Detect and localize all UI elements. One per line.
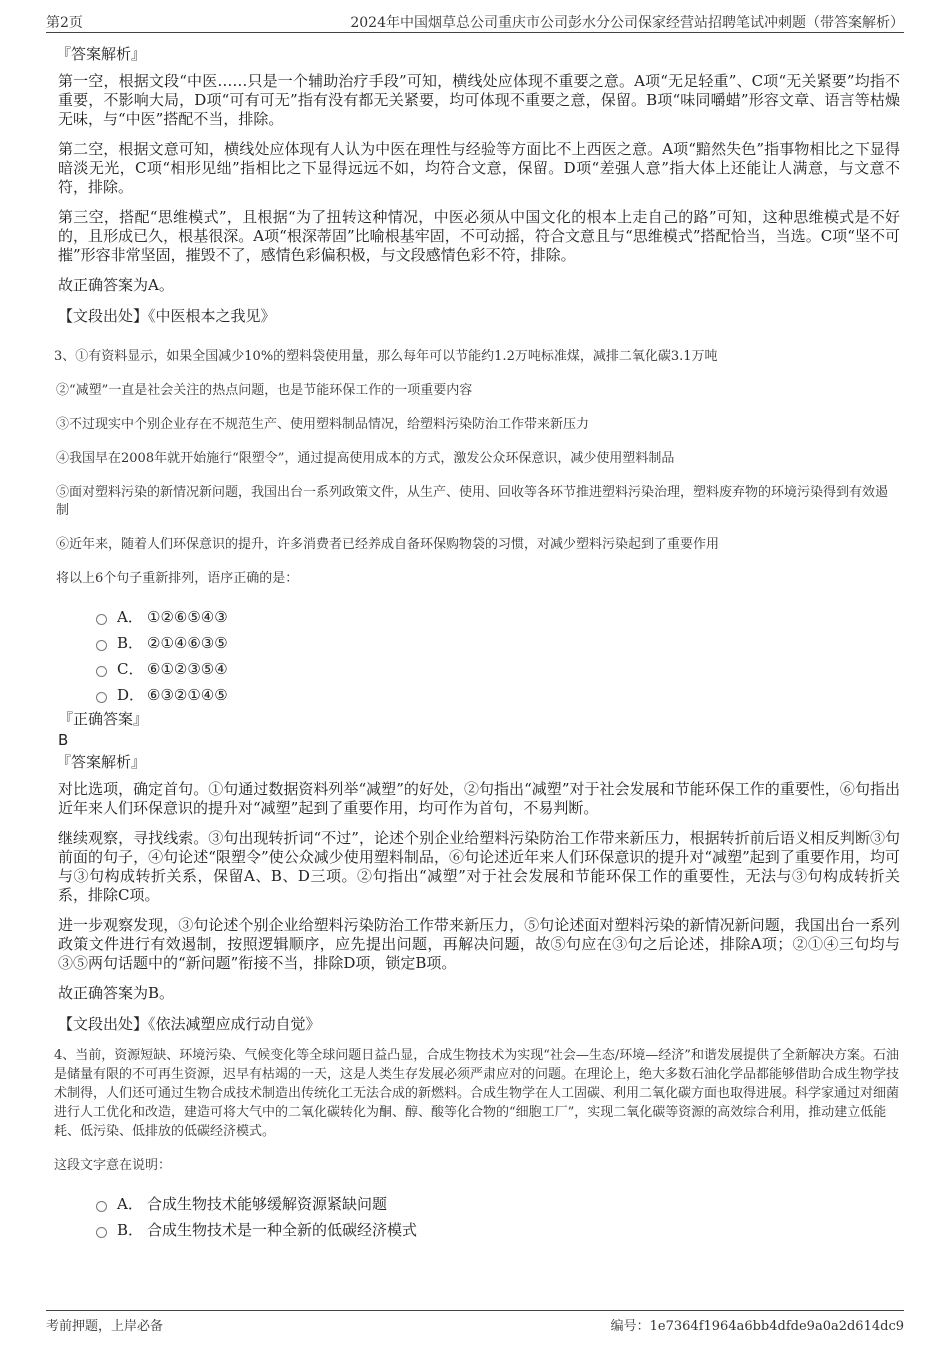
q4-option-a[interactable] bbox=[96, 1191, 900, 1217]
document-id: 编号：1e7364f1964a6bb4dfde9a0a2d614dc9 bbox=[610, 1319, 904, 1334]
q3-stem-item: 3、①有资料显示，如果全国减少10%的塑料袋使用量，那么每年可以节能约1.2万吨标准煤，减排二氧化碳3.1万吨 bbox=[54, 349, 718, 364]
q2-conclusion: 故正确答案为A。 bbox=[58, 276, 174, 294]
q3-stem-item: ④我国早在2008年就开始施行“限塑令”，通过提高使用成本的方式，激发公众环保意识，减少使用塑料制品 bbox=[56, 451, 675, 466]
option-text: 合成生物技术能够缓解资源紧缺问题 bbox=[147, 1195, 388, 1213]
q3-prompt: 将以上6个句子重新排列，语序正确的是： bbox=[56, 571, 299, 586]
option-text: ②①④⑥③⑤ bbox=[147, 634, 228, 652]
q3-answer: B bbox=[58, 731, 69, 749]
q2-analysis-paragraph: 第三空，搭配“思维模式”，且根据“为了扭转这种情况，中医必须从中国文化的根本上走自己的路”可知，这种思维模式是不好的，且形成已久，根基很深。A项“根深蒂固”比喻根基牢固，不可动摇，符合文意且与“思维模式”搭配恰当，当选。C项“坚不可摧”形容非常坚固，摧毁不了，感情色彩偏积极，与文段感情色彩不符，排除。 bbox=[58, 208, 900, 264]
q2-analysis-paragraph: 第一空，根据文段“中医……只是一个辅助治疗手段”可知，横线处应体现不重要之意。A项“无足轻重”、C项“无关紧要”均指不重要，不影响大局，D项“可有可无”指有没有都无关紧要，均可体现不重要之意，保留。B项“味同嚼蜡”形容文章、语言等枯燥无味，与“中医”搭配不当，排除。 bbox=[58, 72, 900, 128]
q3-options bbox=[96, 604, 900, 708]
q3-stem-item: ②“减塑”一直是社会关注的热点问题，也是节能环保工作的一项重要内容 bbox=[56, 383, 473, 398]
radio-icon[interactable] bbox=[96, 666, 107, 677]
q3-option-b[interactable] bbox=[96, 630, 900, 656]
option-letter: B． bbox=[117, 1221, 144, 1239]
option-letter: D． bbox=[117, 686, 145, 704]
q3-option-a[interactable] bbox=[96, 604, 900, 630]
option-text: ①②⑥⑤④③ bbox=[147, 608, 228, 626]
radio-icon[interactable] bbox=[96, 640, 107, 651]
radio-icon[interactable] bbox=[96, 614, 107, 625]
q3-stem-item: ⑤面对塑料污染的新情况新问题，我国出台一系列政策文件，从生产、使用、回收等各环节推进塑料污染治理，塑料废弃物的环境污染得到有效遏制 bbox=[56, 485, 889, 518]
option-letter: B． bbox=[117, 634, 144, 652]
page-number: 第2页 bbox=[46, 15, 83, 31]
option-text: 合成生物技术是一种全新的低碳经济模式 bbox=[147, 1221, 418, 1239]
q3-analysis-paragraph: 进一步观察发现，③句论述个别企业给塑料污染防治工作带来新压力，⑤句论述面对塑料污染的新情况新问题，我国出台一系列政策文件进行有效遏制，按照逻辑顺序，应先提出问题，再解决问题，故⑤句应在③句之后论述，排除A项；②①④三句均与③⑤两句话题中的“新问题”衔接不当，排除D项，锁定B项。 bbox=[58, 916, 900, 972]
page-footer bbox=[46, 1310, 904, 1335]
q4-stem: 4、当前，资源短缺、环境污染、气候变化等全球问题日益凸显，合成生物技术为实现“社会—生态/环境—经济”和谐发展提供了全新解决方案。石油是储量有限的不可再生资源，迟早有枯竭的一天，这是人类生存发展必须严肃应对的问题。在理论上，绝大多数石油化学品都能够借助合成生物学技术制得，人们还可通过生物合成技术制造出传统化工无法合成的新燃料。合成生物学在人工固碳、利用二氧化碳方面也取得进展。科学家通过对细菌进行人工优化和改造，建造可将大气中的二氧化碳转化为酮、醇、酸等化合物的“细胞工厂”，实现二氧化碳等资源的高效综合利用，推动建立低能耗、低污染、低排放的低碳经济模式。 bbox=[54, 1048, 900, 1139]
q4-prompt: 这段文字意在说明： bbox=[54, 1158, 172, 1173]
q4-option-b[interactable] bbox=[96, 1217, 900, 1243]
q3-source: 【文段出处】《依法减塑应成行动自觉》 bbox=[58, 1015, 321, 1033]
document-body bbox=[56, 44, 900, 1245]
radio-icon[interactable] bbox=[96, 1201, 107, 1212]
q3-option-d[interactable] bbox=[96, 682, 900, 708]
q3-conclusion: 故正确答案为B。 bbox=[58, 984, 175, 1002]
q3-answer-label: 『正确答案』 bbox=[58, 710, 149, 728]
q2-source: 【文段出处】《中医根本之我见》 bbox=[58, 307, 276, 325]
radio-icon[interactable] bbox=[96, 1227, 107, 1238]
option-letter: C． bbox=[117, 660, 144, 678]
q3-analysis-label: 『答案解析』 bbox=[56, 753, 147, 771]
option-letter: A． bbox=[117, 608, 143, 626]
q4-options bbox=[96, 1191, 900, 1243]
document-title: 2024年中国烟草总公司重庆市公司彭水分公司保家经营站招聘笔试冲刺题（带答案解析） bbox=[350, 15, 904, 31]
radio-icon[interactable] bbox=[96, 692, 107, 703]
q3-stem-item: ③不过现实中个别企业存在不规范生产、使用塑料制品情况，给塑料污染防治工作带来新压力 bbox=[56, 417, 590, 432]
q3-option-c[interactable] bbox=[96, 656, 900, 682]
q2-analysis-paragraph: 第二空，根据文意可知，横线处应体现有人认为中医在理性与经验等方面比不上西医之意。A项“黯然失色”指事物相比之下显得暗淡无光，C项“相形见绌”指相比之下显得远远不如，均符合文意，保留。D项“差强人意”指大体上还能让人满意，与文意不符，排除。 bbox=[58, 140, 900, 196]
q3-analysis-paragraph: 对比选项，确定首句。①句通过数据资料列举“减塑”的好处，②句指出“减塑”对于社会发展和节能环保工作的重要性，⑥句指出近年来人们环保意识的提升对“减塑”起到了重要作用，均可作为首句，不易判断。 bbox=[58, 780, 900, 817]
option-text: ⑥①②③⑤④ bbox=[147, 660, 228, 678]
q2-analysis-label: 『答案解析』 bbox=[56, 45, 147, 63]
q3-stem-item: ⑥近年来，随着人们环保意识的提升，许多消费者已经养成自备环保购物袋的习惯，对减少塑料污染起到了重要作用 bbox=[56, 537, 720, 552]
option-text: ⑥③②①④⑤ bbox=[147, 686, 228, 704]
footer-slogan: 考前押题，上岸必备 bbox=[46, 1319, 164, 1334]
option-letter: A． bbox=[117, 1195, 143, 1213]
q3-analysis-paragraph: 继续观察，寻找线索。③句出现转折词“不过”，论述个别企业给塑料污染防治工作带来新压力，根据转折前后语义相反判断③句前面的句子，④句论述“限塑令”使公众减少使用塑料制品，⑥句论述近年来人们环保意识的提升对“减塑”起到了重要作用，均可与③句构成转折关系，保留A、B、D三项。②句指出“减塑”对于社会发展和节能环保工作的重要性，无法与③句构成转折关系，排除C项。 bbox=[58, 829, 900, 904]
page-header bbox=[46, 10, 904, 33]
